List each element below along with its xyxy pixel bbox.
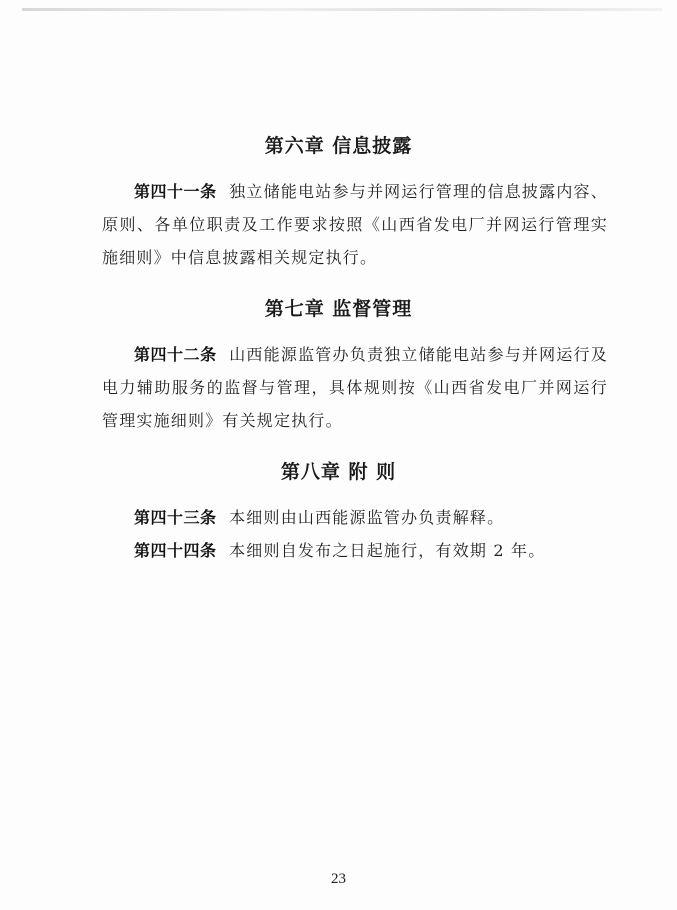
chapter-8-title: 第八章 附 则 — [280, 461, 397, 483]
chapter-7-title: 第七章 监督管理 — [264, 298, 413, 320]
article-42-text: 山西能源监管办负责独立储能电站参与并网运行及电力辅助服务的监督与管理，具体规则按《山西省发电厂并网运行管理实施细则》有关规定执行。 — [102, 345, 608, 430]
article-41-label: 第四十一条 — [134, 182, 217, 201]
article-43-text: 本细则由山西能源监管办负责解释。 — [229, 508, 505, 527]
article-44 — [102, 534, 608, 567]
article-41-text: 独立储能电站参与并网运行管理的信息披露内容、原则、各单位职责及工作要求按照《山西省发电厂并网运行管理实施细则》中信息披露相关规定执行。 — [102, 182, 608, 267]
scan-edge — [22, 8, 662, 11]
article-41 — [102, 175, 608, 274]
article-42-label: 第四十二条 — [134, 345, 217, 364]
article-43-label: 第四十三条 — [134, 508, 217, 527]
article-44-text: 本细则自发布之日起施行，有效期 2 年。 — [229, 541, 546, 560]
page-number: 23 — [331, 871, 346, 887]
article-43 — [102, 501, 608, 534]
article-44-label: 第四十四条 — [134, 541, 217, 560]
chapter-6-title: 第六章 信息披露 — [264, 135, 413, 157]
article-42 — [102, 338, 608, 437]
